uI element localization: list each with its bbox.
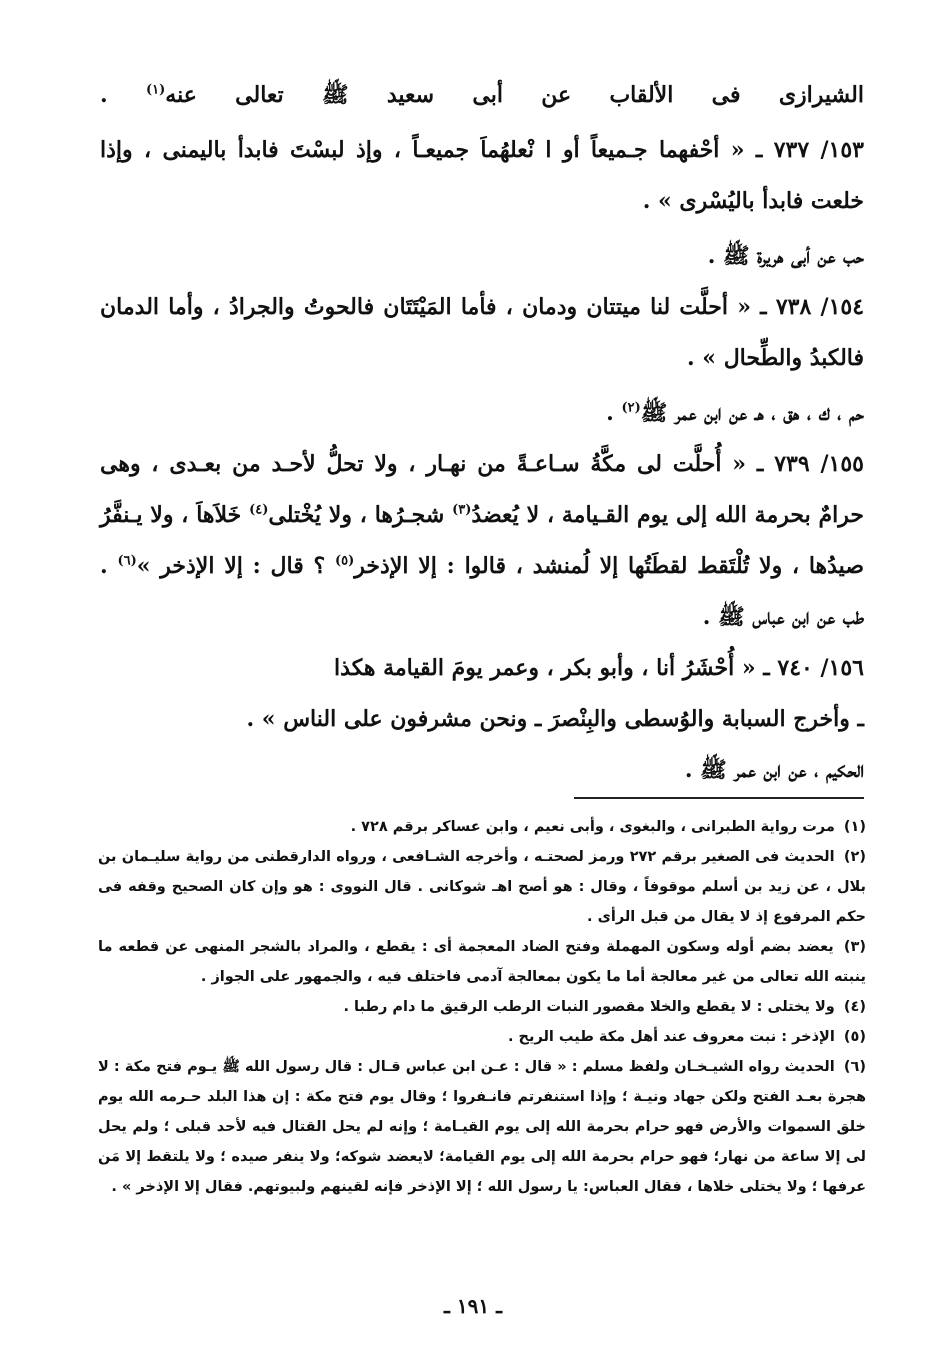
text-line: خلعت فابدأ باليُسْرى » .: [642, 188, 864, 214]
text-line: حم ، ك ، هق ، هـ عن ابن عمر ﷺ$^{(٢)}$ .: [606, 400, 864, 426]
footnotes: [98, 812, 866, 1202]
main-text: [100, 70, 864, 796]
footnote-number: (١): [843, 819, 866, 835]
text-line: الحكيم ، عن ابن عمر ﷺ .: [684, 757, 864, 783]
footnote-number: (٤): [843, 999, 866, 1015]
footnote-separator: [574, 797, 864, 799]
footnote-number: (٢): [843, 849, 866, 865]
page-number: ـ ١٩١ ـ: [444, 1294, 502, 1318]
footnote: [98, 932, 866, 992]
footnote-ref: (٦): [117, 553, 137, 569]
footnote-number: (٦): [843, 1059, 866, 1075]
footnote-ref: (١): [145, 82, 166, 98]
text-line: حرامٌ بحرمة الله إلى يوم القـيامة ، لا يُعضدُ$^{(٣)}$ شجـرُها ، ولا يُخْتلى$^{(٤)}$ خَلاَهاَ ، ولا يـنفَّرُ: [100, 502, 865, 528]
text-line: طب عن ابن عباس ﷺ .: [702, 604, 864, 630]
footnote-text: الحديث فى الصغير برقم ٢٧٢ ورمز لصحتـه ، وأخرجه الشـافعى ، ورواه الدارقطنى من رواية سليـمان بن بلال ، عن زيد بن أسلم موقوفاً ، وقال : هو أصح اهـ شوكانى . قال النووى : هو وإن كان الصحيح وقفه فى حكم المرفوع إذ لا يقال من قبل الرأى .: [98, 849, 866, 925]
text-line: صيدُها ، ولا تُلْتَقط لقطَتُها إلا لُمنشد ، قالوا : إلا الإذخر$^{(٥)}$ ؟ قال : إلا الإذخر »$^{(٦)}$ .: [100, 553, 865, 579]
text-line: ١٥٦/ ٧٤٠ ـ « أُحْشَرُ أنا ، وأبو بكر ، وعمر يومَ القيامة هكذا: [334, 655, 864, 681]
text-line: ١٥٤/ ٧٣٨ ـ « أحلَّت لنا ميتتان ودمان ، فأما المَيْتَتَان فالحوتُ والجرادُ ، وأما الدمان: [100, 294, 865, 320]
footnote-text: مرت رواية الطبرانى ، والبغوى ، وأبى نعيم ، وابن عساكر برقم ٧٢٨ .: [350, 819, 835, 835]
footnote-ref: (٤): [249, 502, 269, 518]
footnote-ref: (٥): [334, 553, 355, 569]
text-line: فالكبدُ والطِّحال » .: [686, 345, 864, 371]
footnote-text: يعضد بضم أوله وسكون المهملة وفتح الضاد المعجمة أى : يقطع ، والمراد بالشجر المنهى عن قطعه ما ينبته الله تعالى من غير معالجة أما ما يكون بمعالجة آدمى فاختلف فيه ، والجمهور على الجواز .: [98, 939, 866, 985]
footnote-text: الإذخر : نبت معروف عند أهل مكة طيب الريح .: [508, 1029, 835, 1045]
text-line: ١٥٥/ ٧٣٩ ـ « أُحلَّت لى مكَّةُ سـاعـةً من نهـار ، ولا تحلُّ لأحـد من بعـدى ، وهى: [100, 451, 864, 477]
text-line: حب عن أبى هريرة ﷺ .: [707, 243, 864, 269]
text-line: ١٥٣/ ٧٣٧ ـ « أحْفهما جـميعاً أو ا نْعلهُماَ جميعـاً ، وإذ لبسْتَ فابدأ باليمنى ، وإذا: [100, 137, 864, 163]
footnote-text: ولا يختلى : لا يقطع والخلا مقصور النبات الرطب الرقيق ما دام رطبا .: [343, 999, 835, 1015]
footnote-ref: (٣): [452, 502, 472, 518]
footnote: [98, 992, 866, 1022]
footnote-number: (٥): [843, 1029, 866, 1045]
footnote-text: الحديث رواه الشيـخـان ولفظ مسلم : « قال : عـن ابن عباس قـال : قال رسول الله ﷺ يـوم فتح مكة : لا هجرة بعـد الفتح ولكن جهاد ونيـة ؛ وإذا استنفرتم فانـفروا ؛ وقال يوم فتح مكة : إن هذا البلد حـرمه الله يوم خلق السموات والأرض فهو حرام بحرمة الله إلى يوم القيـامة ؛ وإنه لم يحل القتال فيه لأحد قبلى ؛ ولم يحل لى إلا ساعة من نهار؛ فهو حرام بحرمة الله إلى يوم القيامة؛ لايعضد شوكه؛ ولا ينفر صيده ؛ ولا يلتقط إلا مَن عرفها ؛ ولا يختلى خلاها ، فقال العباس: يا رسول الله ؛ إلا الإذخر فإنه لقينهم ولبيوتهم. فقال إلا الإذخر » .: [98, 1059, 866, 1195]
footnote: [98, 812, 866, 842]
text-line: الشيرازى فى الألقاب عن أبى سعيد ﷺ تعالى عنه$^{(١)}$ .: [100, 82, 864, 108]
footnote: [98, 1022, 866, 1052]
footnote: [98, 842, 866, 932]
footnote-number: (٣): [843, 939, 866, 955]
footnote: [98, 1052, 866, 1202]
footnote-ref: (٢): [621, 400, 641, 416]
text-line: ـ وأخرج السبابة والوُسطى والبِنْصرَ ـ ونحن مشرفون على الناس » .: [246, 706, 864, 732]
